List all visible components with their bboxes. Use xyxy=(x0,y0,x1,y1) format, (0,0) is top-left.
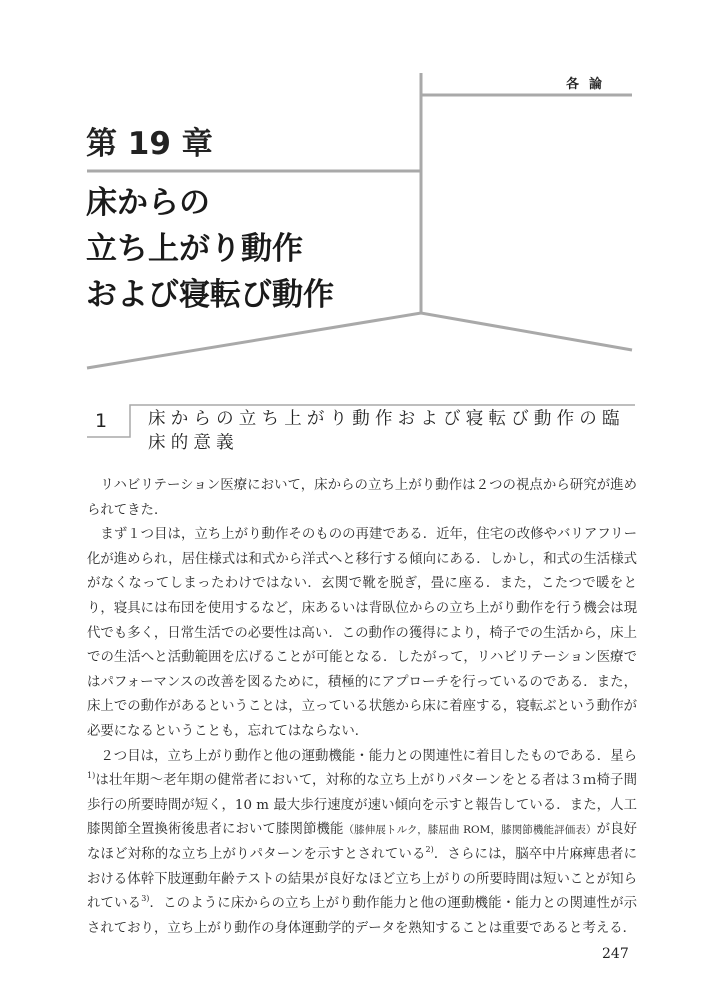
section-title: 床からの立ち上がり動作および寝転び動作の臨床的意義 xyxy=(148,409,625,453)
paragraph-text: ．このように床からの立ち上がり動作能力と他の運動機能・能力との関連性が示されており，立ち上がり動作の身体運動学的データを熟知することは重要であると考える． xyxy=(87,896,638,936)
citation-ref: 3) xyxy=(141,894,150,904)
paragraph-text: ．さらには，脳卒中片麻痺患者における体幹下肢運動年齢テストの結果が良好なほど立ち上がりの所要時間は短いことが知られている xyxy=(87,846,638,912)
body-text xyxy=(87,474,637,941)
paragraph-text: が良好なほど対称的な立ち上がりパターンを示すとされている xyxy=(87,822,637,862)
paragraph-text: は壮年期～老年期の健常者において，対称的な立ち上がりパターンをとる者は３ｍ椅子間歩行の所要時間が短く，10 m 最大歩行速度が速い傾向を示すと報告している．また，人工膝関節全置換術後患者において膝関節機能 xyxy=(87,773,637,838)
chapter-title xyxy=(86,180,334,318)
parenthetical-note: （膝伸展トルク，膝屈曲 ROM，膝関節機能評価表） xyxy=(343,824,597,837)
chapter-title-line: 床からの xyxy=(86,185,210,221)
paragraph: まず１つ目は，立ち上がり動作そのものの再建である．近年，住宅の改修やバリアフリー化が進められ，居住様式は和式から洋式へと移行する傾向にある．しかし，和式の生活様式がなくなってしまったわけではない．玄関で靴を脱ぎ，畳に座る．また，こたつで暖をとり，寝具には布団を使用するなど，床あるいは背臥位からの立ち上がり動作を行う機会は現代でも多く，日常生活での必要性は高い．この動作の獲得により，椅子での生活から，床上での生活へと活動範囲を広げることが可能となる．したがって，リハビリテーション医療ではパフォーマンスの改善を図るために，積極的にアプローチを行っているのである．また，床上での動作があるということは，立っている状態から床に着座する，寝転ぶという動作が必要になるということも，忘れてはならない． xyxy=(87,527,637,739)
section-category-label: 各論 xyxy=(566,77,613,92)
section-number: 1 xyxy=(95,410,108,432)
paragraph: リハビリテーション医療において，床からの立ち上がり動作は２つの視点から研究が進められてきた． xyxy=(87,478,637,518)
citation-ref: 2) xyxy=(425,844,434,854)
paragraph-text: ２つ目は，立ち上がり動作と他の運動機能・能力との関連性に着目したものである．星ら xyxy=(100,748,637,764)
chapter-number: 第 19 章 xyxy=(86,126,213,162)
chapter-title-line: 立ち上がり動作 xyxy=(86,231,303,267)
citation-ref: 1) xyxy=(87,771,96,781)
chapter-bottom-rule xyxy=(87,313,632,368)
chapter-title-line: および寝転び動作 xyxy=(86,277,334,313)
page-number: 247 xyxy=(602,946,629,962)
paragraph xyxy=(87,745,637,942)
